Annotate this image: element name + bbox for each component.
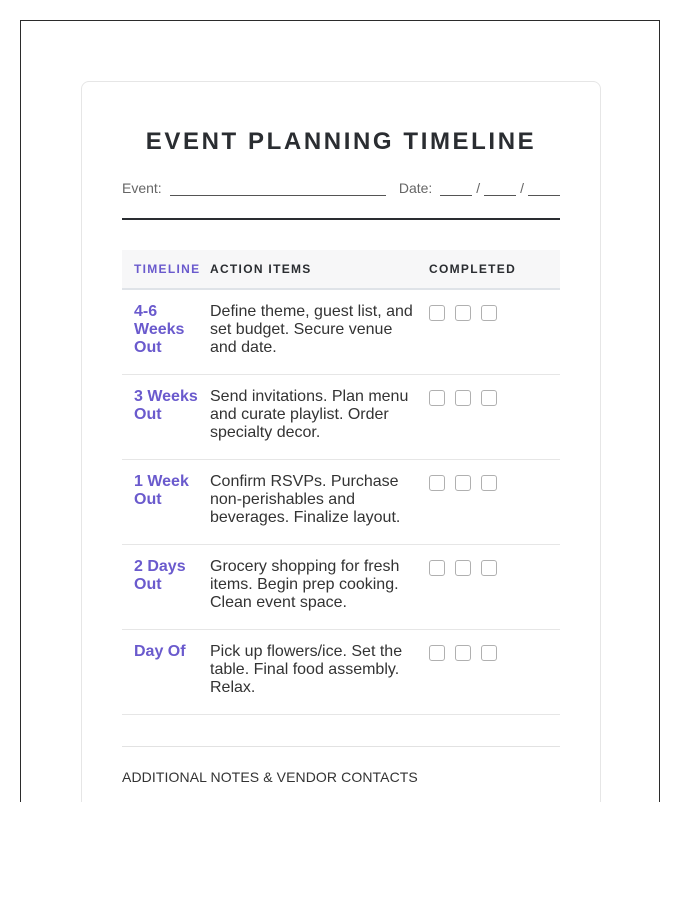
completed-checkbox[interactable]: [429, 305, 445, 321]
event-name-blank[interactable]: [170, 181, 386, 196]
event-label: Event:: [122, 180, 162, 196]
timeline-cell: 4-6 Weeks Out: [134, 303, 185, 356]
completed-cell: [429, 643, 497, 714]
table-header: [122, 250, 560, 290]
page-frame: [20, 20, 660, 802]
timeline-cell: 1 Week Out: [134, 473, 189, 508]
timeline-table: [122, 250, 560, 715]
date-year-blank[interactable]: [528, 181, 560, 196]
completed-checkbox[interactable]: [429, 475, 445, 491]
completed-checkbox[interactable]: [455, 305, 471, 321]
completed-cell: [429, 558, 497, 629]
completed-checkbox[interactable]: [481, 475, 497, 491]
table-row: [122, 290, 560, 375]
completed-checkbox[interactable]: [481, 390, 497, 406]
action-items-cell: Grocery shopping for fresh items. Begin prep cooking. Clean event space.: [210, 558, 400, 611]
completed-checkbox[interactable]: [429, 560, 445, 576]
completed-cell: [429, 473, 497, 544]
header-action-items: ACTION ITEMS: [210, 262, 312, 276]
header-completed: COMPLETED: [429, 262, 517, 276]
date-separator: /: [520, 180, 524, 196]
table-row: [122, 630, 560, 715]
completed-checkbox[interactable]: [481, 560, 497, 576]
date-day-blank[interactable]: [484, 181, 516, 196]
timeline-cell: 2 Days Out: [134, 558, 186, 593]
date-month-blank[interactable]: [440, 181, 472, 196]
timeline-cell: Day Of: [134, 643, 186, 660]
completed-cell: [429, 303, 497, 374]
action-items-cell: Define theme, guest list, and set budget. Secure venue and date.: [210, 303, 413, 356]
completed-checkbox[interactable]: [429, 645, 445, 661]
table-row: [122, 460, 560, 545]
completed-checkbox[interactable]: [429, 390, 445, 406]
completed-checkbox[interactable]: [455, 645, 471, 661]
notes-heading: ADDITIONAL NOTES & VENDOR CONTACTS: [122, 769, 418, 785]
completed-checkbox[interactable]: [455, 560, 471, 576]
date-separator: /: [476, 180, 481, 196]
table-row: [122, 375, 560, 460]
timeline-cell: 3 Weeks Out: [134, 388, 198, 423]
completed-checkbox[interactable]: [455, 390, 471, 406]
event-field: [122, 178, 386, 196]
action-items-cell: Confirm RSVPs. Purchase non-perishables and beverages. Finalize layout.: [210, 473, 401, 526]
completed-cell: [429, 388, 497, 459]
date-label: Date:: [398, 180, 433, 196]
action-items-cell: Pick up flowers/ice. Set the table. Final food assembly. Relax.: [210, 643, 403, 696]
header-divider: [122, 218, 560, 220]
notes-divider: [122, 746, 560, 747]
event-meta-row: [122, 178, 560, 196]
completed-checkbox[interactable]: [455, 475, 471, 491]
action-items-cell: Send invitations. Plan menu and curate playlist. Order specialty decor.: [210, 388, 409, 441]
page-title: EVENT PLANNING TIMELINE: [145, 128, 537, 155]
completed-checkbox[interactable]: [481, 645, 497, 661]
completed-checkbox[interactable]: [481, 305, 497, 321]
table-row: [122, 545, 560, 630]
planner-card: [81, 81, 601, 802]
header-timeline: TIMELINE: [134, 262, 201, 276]
date-field: [399, 178, 560, 196]
